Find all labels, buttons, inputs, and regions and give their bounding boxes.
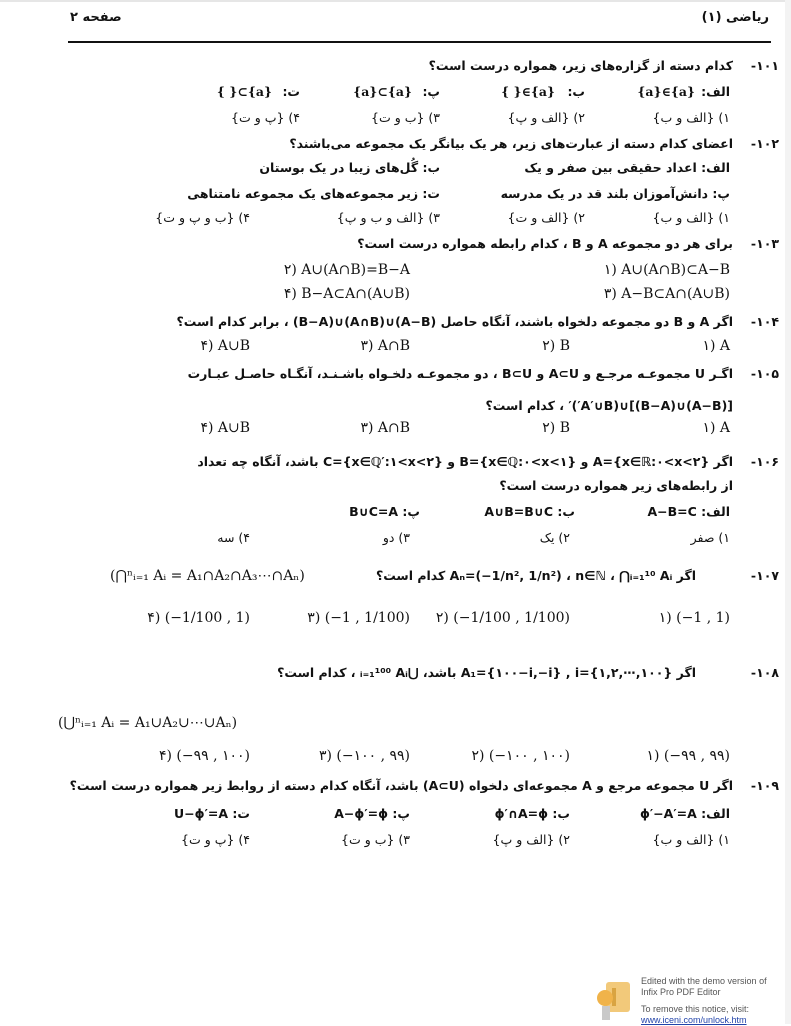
definition-note bbox=[58, 715, 358, 735]
stamp-line-3: To remove this notice, visit: bbox=[641, 1004, 750, 1014]
stamp-line-2: Infix Pro PDF Editor bbox=[641, 987, 721, 997]
option-2[interactable]: ۲) {الف و پ} bbox=[492, 832, 570, 847]
question-text: اگـر U مجموعـه مرجـع و A⊂U و B⊂U ، دو مجموعـه دلخـواه باشـنـد، آنگـاه حاصـل عبـارت bbox=[187, 366, 733, 381]
option-3[interactable]: ۳) A∩B bbox=[360, 420, 410, 436]
question-text: اگر A و B دو مجموعه دلخواه باشند، آنگاه حاصل (A−B)∪(A∩B)∪(B−A) ، برابر کدام است؟ bbox=[176, 314, 733, 329]
item: پ: B∪C=A bbox=[349, 504, 420, 519]
question-number: -۱۰۷ bbox=[750, 568, 779, 583]
option-1[interactable]: ۱) A bbox=[702, 420, 730, 436]
question-text: اگر A={x∈ℝ:۰<x<۲} و B={x∈ℚ:۰<x<۱} و C={x∈ℚ′:۱<x<۲} باشد، آنگاه چه تعداد bbox=[197, 454, 733, 469]
union-definition: (⋃ⁿᵢ₌₁ Aᵢ = A₁∪A₂∪⋯∪Aₙ) bbox=[58, 715, 238, 731]
item: ب: ϕ′∩A=ϕ bbox=[494, 806, 570, 821]
question-number: -۱۰۹ bbox=[750, 778, 779, 793]
option-1[interactable]: ۱) A bbox=[702, 338, 730, 354]
option-1[interactable]: ۱) (−1 , 1) bbox=[658, 610, 730, 626]
question-number: -۱۰۲ bbox=[750, 136, 779, 151]
statement-row bbox=[130, 84, 730, 104]
option-3[interactable]: ۳) دو bbox=[382, 530, 410, 545]
item: الف: ϕ′−A′=A bbox=[639, 806, 730, 821]
options-row bbox=[130, 530, 730, 550]
item: الف: A−B=C bbox=[647, 504, 730, 519]
options-row bbox=[120, 832, 730, 852]
statement: { }∈{a} bbox=[501, 84, 555, 99]
question-text: اعضای کدام دسته از عبارت‌های زیر، هر یک بیانگر یک مجموعه می‌باشند؟ bbox=[289, 136, 733, 151]
option-4[interactable]: ۴) (−۹۹ , ۱۰۰) bbox=[158, 748, 250, 764]
options-row bbox=[110, 210, 730, 230]
statement: { }⊂{a} bbox=[216, 84, 272, 99]
options-row bbox=[130, 420, 730, 440]
question-number: -۱۰۴ bbox=[750, 314, 779, 329]
options-row bbox=[130, 286, 730, 306]
options-row bbox=[130, 110, 730, 130]
option-1[interactable]: ۱) A∪(A∩B)⊂A−B bbox=[603, 262, 730, 278]
editor-demo-stamp bbox=[596, 972, 791, 1024]
option-4[interactable]: ۴) {ب و پ و ت} bbox=[155, 210, 250, 225]
options-row bbox=[130, 338, 730, 358]
top-border bbox=[0, 0, 791, 2]
question-text-continued: [(A−B)∪(B−A)]∪(A′∪B′)′ ، کدام است؟ bbox=[485, 398, 733, 413]
item: پ: A−ϕ′=ϕ bbox=[334, 806, 410, 821]
options-row bbox=[120, 610, 730, 630]
question-number: -۱۰۵ bbox=[750, 366, 779, 381]
option-3[interactable]: ۳) {ب و ت} bbox=[341, 832, 410, 847]
question-number: -۱۰۳ bbox=[750, 236, 779, 251]
item: الف: اعداد حقیقی بین صفر و یک bbox=[524, 160, 730, 175]
label: ت: bbox=[282, 84, 300, 99]
item: ب: گُل‌های زیبا در یک بوستان bbox=[259, 160, 440, 175]
unlock-link[interactable]: www.iceni.com/unlock.htm bbox=[641, 1015, 747, 1025]
header-rule bbox=[68, 41, 771, 43]
option-4[interactable]: ۴) A∪B bbox=[200, 420, 250, 436]
label: ب: bbox=[567, 84, 585, 99]
question-number: -۱۰۸ bbox=[750, 665, 779, 680]
items-row bbox=[130, 504, 730, 524]
question-text: اگر U مجموعه مرجع و A مجموعه‌ای دلخواه (A⊂U) باشد، آنگاه کدام دسته از روابط زیر همواره درست است؟ bbox=[69, 778, 733, 793]
option-1[interactable]: ۱) (−۹۹ , ۹۹) bbox=[646, 748, 730, 764]
subject-title: ریاضی (۱) bbox=[701, 10, 769, 25]
option-4[interactable]: ۴) B−A⊂A∩(A∪B) bbox=[283, 286, 410, 302]
items-row bbox=[130, 160, 730, 180]
label: پ: bbox=[422, 84, 440, 99]
stamp-text-top bbox=[641, 976, 767, 998]
option-4[interactable]: ۴) A∪B bbox=[200, 338, 250, 354]
question-number: -۱۰۶ bbox=[750, 454, 779, 469]
option-4[interactable]: ۴) {پ و ت} bbox=[181, 832, 250, 847]
option-3[interactable]: ۳) {ب و ت} bbox=[371, 110, 440, 125]
option-2[interactable]: ۲) A∪(A∩B)=B−A bbox=[283, 262, 410, 278]
question-text: برای هر دو مجموعه A و B ، کدام رابطه همواره درست است؟ bbox=[357, 236, 733, 251]
options-row bbox=[130, 262, 730, 282]
question-text-continued: از رابطه‌های زیر همواره درست است؟ bbox=[499, 478, 733, 493]
option-3[interactable]: ۳) (−۱۰۰ , ۹۹) bbox=[318, 748, 410, 764]
stamp-line-1: Edited with the demo version of bbox=[641, 976, 767, 986]
option-2[interactable]: ۲) یک bbox=[539, 530, 570, 545]
option-1[interactable]: ۱) {الف و ب} bbox=[652, 210, 730, 225]
option-3[interactable]: ۳) (−1 , 1/100) bbox=[307, 610, 410, 626]
item: ب: A∪B=B∪C bbox=[484, 504, 575, 519]
option-1[interactable]: ۱) {الف و ب} bbox=[652, 110, 730, 125]
question-text: کدام دسته از گزاره‌های زیر، همواره درست است؟ bbox=[428, 58, 733, 73]
definition-note bbox=[110, 568, 340, 588]
option-1[interactable]: ۱) {الف و ب} bbox=[652, 832, 730, 847]
option-4[interactable]: ۴) (−1/100 , 1) bbox=[147, 610, 250, 626]
option-4[interactable]: ۴) {پ و ت} bbox=[231, 110, 300, 125]
item: پ: دانش‌آموزان بلند قد در یک مدرسه bbox=[500, 186, 730, 201]
option-2[interactable]: ۲) {الف و پ} bbox=[507, 110, 585, 125]
vertical-scrollbar[interactable] bbox=[785, 0, 791, 1024]
option-3[interactable]: ۳) {الف و ب و پ} bbox=[336, 210, 440, 225]
intersection-definition: (⋂ⁿᵢ₌₁ Aᵢ = A₁∩A₂∩A₃⋯∩Aₙ) bbox=[110, 568, 305, 584]
item: ت: زیر مجموعه‌های یک مجموعه نامتناهی bbox=[187, 186, 440, 201]
label: الف: bbox=[701, 84, 730, 99]
option-2[interactable]: ۲) {الف و ت} bbox=[507, 210, 585, 225]
question-text: اگر Aₙ=(−1/n², 1/n²) ، n∈ℕ ، ⋂ᵢ₌₁¹⁰ Aᵢ کدام است؟ bbox=[375, 568, 696, 583]
option-2[interactable]: ۲) B bbox=[542, 338, 570, 354]
question-number: -۱۰۱ bbox=[750, 58, 779, 73]
items-row bbox=[130, 186, 730, 206]
option-2[interactable]: ۲) (−۱۰۰ , ۱۰۰) bbox=[471, 748, 570, 764]
option-1[interactable]: ۱) صفر bbox=[690, 530, 730, 545]
items-row bbox=[120, 806, 730, 826]
statement: {a}∈{a} bbox=[637, 84, 695, 99]
stamp-text-bottom bbox=[641, 1004, 749, 1026]
question-text: اگر A₁={۱۰۰−i,−i} , i={۱,۲,⋯,۱۰۰} باشد، ⋃ᵢ₌₁¹⁰⁰ Aᵢ ، کدام است؟ bbox=[277, 665, 696, 680]
option-2[interactable]: ۲) (−1/100 , 1/100) bbox=[435, 610, 570, 626]
option-2[interactable]: ۲) B bbox=[542, 420, 570, 436]
option-4[interactable]: ۴) سه bbox=[217, 530, 250, 545]
page-number: صفحه ۲ bbox=[70, 10, 122, 25]
option-3[interactable]: ۳) A−B⊂A∩(A∪B) bbox=[603, 286, 730, 302]
option-3[interactable]: ۳) A∩B bbox=[360, 338, 410, 354]
infix-logo-icon bbox=[596, 976, 632, 1022]
item: ت: U−ϕ′=A bbox=[174, 806, 250, 821]
options-row bbox=[120, 748, 730, 768]
statement: {a}⊂{a} bbox=[353, 84, 412, 99]
